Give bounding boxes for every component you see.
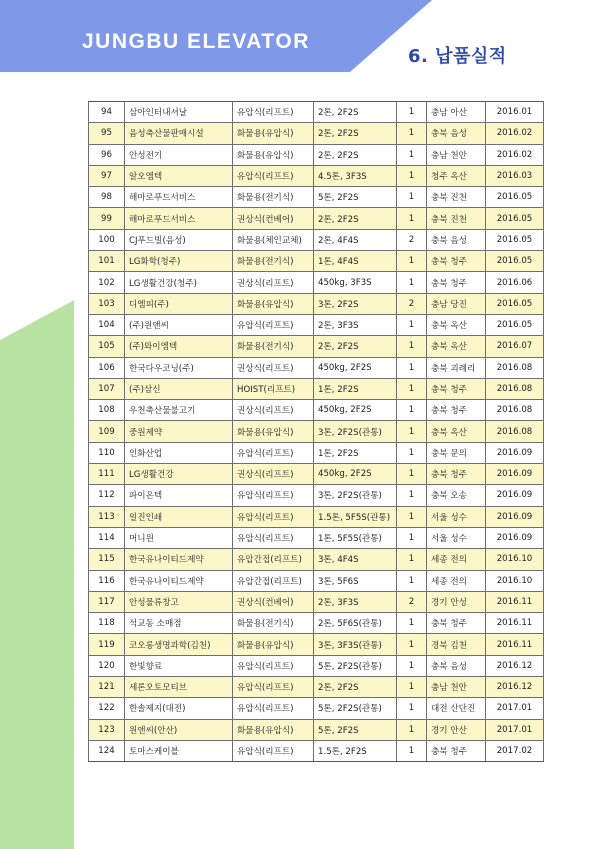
- quantity-cell: 2: [397, 229, 427, 250]
- site-name-cell: 일진인쇄: [125, 506, 233, 527]
- site-name-cell: 석교동 소매점: [125, 613, 233, 634]
- elevator-type-cell: 유압식(리프트): [233, 655, 314, 676]
- quantity-cell: 1: [397, 719, 427, 740]
- site-name-cell: 한국다우코닝(주): [125, 357, 233, 378]
- capacity-spec-cell: 2톤, 2F2S: [314, 102, 397, 123]
- elevator-type-cell: 권상식(리프트): [233, 357, 314, 378]
- row-number-cell: 124: [89, 740, 125, 761]
- site-name-cell: 토마스케이블: [125, 740, 233, 761]
- table-row: [89, 506, 544, 527]
- region-cell: 경기 안성: [427, 591, 486, 612]
- row-number-cell: 113: [89, 506, 125, 527]
- site-name-cell: LG생활건강: [125, 464, 233, 485]
- capacity-spec-cell: 3톤, 3F3S(관통): [314, 634, 397, 655]
- site-name-cell: 음성축산물판매시설: [125, 123, 233, 144]
- elevator-type-cell: 유압간접(리프트): [233, 549, 314, 570]
- table-row: [89, 698, 544, 719]
- delivery-date-cell: 2016.02: [486, 123, 544, 144]
- elevator-type-cell: 화물용(유압식): [233, 144, 314, 165]
- capacity-spec-cell: 450kg, 3F3S: [314, 272, 397, 293]
- row-number-cell: 101: [89, 251, 125, 272]
- row-number-cell: 118: [89, 613, 125, 634]
- table-row: [89, 442, 544, 463]
- elevator-type-cell: 화물용(유압식): [233, 421, 314, 442]
- row-number-cell: 103: [89, 293, 125, 314]
- table-row: [89, 655, 544, 676]
- elevator-type-cell: 화물용(전기식): [233, 336, 314, 357]
- table-row: [89, 527, 544, 548]
- capacity-spec-cell: 1톤, 4F4S: [314, 251, 397, 272]
- capacity-spec-cell: 1톤, 5F5S(관통): [314, 527, 397, 548]
- elevator-type-cell: 화물용(전기식): [233, 187, 314, 208]
- delivery-date-cell: 2016.01: [486, 102, 544, 123]
- elevator-type-cell: 화물용(유압식): [233, 123, 314, 144]
- site-name-cell: 알오엠텍: [125, 165, 233, 186]
- delivery-date-cell: 2016.06: [486, 272, 544, 293]
- table-row: [89, 336, 544, 357]
- site-name-cell: 코오롱생명과학(김천): [125, 634, 233, 655]
- quantity-cell: 1: [397, 442, 427, 463]
- row-number-cell: 123: [89, 719, 125, 740]
- row-number-cell: 120: [89, 655, 125, 676]
- capacity-spec-cell: 4.5톤, 3F3S: [314, 165, 397, 186]
- elevator-type-cell: 유압식(리프트): [233, 740, 314, 761]
- row-number-cell: 119: [89, 634, 125, 655]
- site-name-cell: LG생활건강(청주): [125, 272, 233, 293]
- quantity-cell: 1: [397, 357, 427, 378]
- delivery-date-cell: 2016.10: [486, 570, 544, 591]
- row-number-cell: 99: [89, 208, 125, 229]
- quantity-cell: 1: [397, 272, 427, 293]
- quantity-cell: 2: [397, 293, 427, 314]
- row-number-cell: 104: [89, 314, 125, 335]
- capacity-spec-cell: 3톤, 2F2S: [314, 293, 397, 314]
- delivery-date-cell: 2016.05: [486, 314, 544, 335]
- delivery-date-cell: 2016.12: [486, 677, 544, 698]
- site-name-cell: (주)원앤씨: [125, 314, 233, 335]
- site-name-cell: 인화산업: [125, 442, 233, 463]
- elevator-type-cell: 유압식(리프트): [233, 314, 314, 335]
- table-row: [89, 165, 544, 186]
- elevator-type-cell: 유압식(리프트): [233, 506, 314, 527]
- quantity-cell: 1: [397, 400, 427, 421]
- region-cell: 대전 산단진: [427, 698, 486, 719]
- quantity-cell: 1: [397, 549, 427, 570]
- table-row: [89, 719, 544, 740]
- site-name-cell: 머니원: [125, 527, 233, 548]
- site-name-cell: (주)와이엠텍: [125, 336, 233, 357]
- capacity-spec-cell: 450kg, 2F2S: [314, 400, 397, 421]
- delivery-date-cell: 2017.01: [486, 719, 544, 740]
- table-row: [89, 314, 544, 335]
- capacity-spec-cell: 2톤, 4F4S: [314, 229, 397, 250]
- table-row: [89, 187, 544, 208]
- quantity-cell: 1: [397, 698, 427, 719]
- quantity-cell: 1: [397, 677, 427, 698]
- delivery-date-cell: 2016.05: [486, 293, 544, 314]
- left-white-area: [0, 72, 74, 340]
- row-number-cell: 111: [89, 464, 125, 485]
- quantity-cell: 1: [397, 655, 427, 676]
- elevator-type-cell: 유압식(리프트): [233, 485, 314, 506]
- site-name-cell: 한국유나이티드제약: [125, 549, 233, 570]
- table-row: [89, 251, 544, 272]
- region-cell: 충북 음성: [427, 123, 486, 144]
- region-cell: 충북 청주: [427, 400, 486, 421]
- quantity-cell: 1: [397, 506, 427, 527]
- row-number-cell: 110: [89, 442, 125, 463]
- capacity-spec-cell: 2톤, 3F3S: [314, 314, 397, 335]
- row-number-cell: 94: [89, 102, 125, 123]
- region-cell: 세종 전의: [427, 549, 486, 570]
- capacity-spec-cell: 2톤, 2F2S: [314, 677, 397, 698]
- elevator-type-cell: 화물용(유압식): [233, 634, 314, 655]
- capacity-spec-cell: 3톤, 4F4S: [314, 549, 397, 570]
- capacity-spec-cell: 2톤, 2F2S: [314, 144, 397, 165]
- row-number-cell: 122: [89, 698, 125, 719]
- row-number-cell: 114: [89, 527, 125, 548]
- table-row: [89, 485, 544, 506]
- elevator-type-cell: 권상식(컨베어): [233, 208, 314, 229]
- table-row: [89, 102, 544, 123]
- region-cell: 세종 전의: [427, 570, 486, 591]
- region-cell: 경기 안산: [427, 719, 486, 740]
- delivery-date-cell: 2017.02: [486, 740, 544, 761]
- capacity-spec-cell: 5톤, 2F2S: [314, 719, 397, 740]
- region-cell: 충북 청주: [427, 740, 486, 761]
- region-cell: 충북 음성: [427, 229, 486, 250]
- delivery-date-cell: 2016.08: [486, 357, 544, 378]
- region-cell: 충북 문의: [427, 442, 486, 463]
- delivery-date-cell: 2016.09: [486, 527, 544, 548]
- site-name-cell: 한빛향료: [125, 655, 233, 676]
- site-name-cell: 디엠피(주): [125, 293, 233, 314]
- region-cell: 서울 성수: [427, 506, 486, 527]
- region-cell: 경북 김천: [427, 634, 486, 655]
- elevator-type-cell: 유압식(리프트): [233, 102, 314, 123]
- quantity-cell: 1: [397, 123, 427, 144]
- site-name-cell: 삼아인터내셔날: [125, 102, 233, 123]
- row-number-cell: 109: [89, 421, 125, 442]
- quantity-cell: 1: [397, 102, 427, 123]
- capacity-spec-cell: 2톤, 3F3S: [314, 591, 397, 612]
- region-cell: 충남 당진: [427, 293, 486, 314]
- row-number-cell: 98: [89, 187, 125, 208]
- delivery-date-cell: 2016.08: [486, 400, 544, 421]
- region-cell: 청주 옥산: [427, 165, 486, 186]
- table-row: [89, 293, 544, 314]
- capacity-spec-cell: 1.5톤, 5F5S(관통): [314, 506, 397, 527]
- region-cell: 충북 청주: [427, 251, 486, 272]
- delivery-date-cell: 2016.11: [486, 613, 544, 634]
- table-row: [89, 591, 544, 612]
- row-number-cell: 96: [89, 144, 125, 165]
- table-row: [89, 740, 544, 761]
- row-number-cell: 107: [89, 378, 125, 399]
- elevator-type-cell: 권상식(리프트): [233, 272, 314, 293]
- capacity-spec-cell: 5톤, 2F2S(관통): [314, 698, 397, 719]
- delivery-records-body: [89, 102, 544, 762]
- region-cell: 충북 오송: [427, 485, 486, 506]
- row-number-cell: 115: [89, 549, 125, 570]
- elevator-type-cell: 화물용(유압식): [233, 293, 314, 314]
- row-number-cell: 97: [89, 165, 125, 186]
- table-row: [89, 123, 544, 144]
- delivery-date-cell: 2016.05: [486, 187, 544, 208]
- capacity-spec-cell: 3톤, 2F2S(관통): [314, 485, 397, 506]
- region-cell: 충북 괴례리: [427, 357, 486, 378]
- row-number-cell: 116: [89, 570, 125, 591]
- row-number-cell: 100: [89, 229, 125, 250]
- delivery-date-cell: 2016.11: [486, 634, 544, 655]
- delivery-date-cell: 2016.09: [486, 464, 544, 485]
- region-cell: 충북 진천: [427, 208, 486, 229]
- elevator-type-cell: 권상식(리프트): [233, 464, 314, 485]
- region-cell: 충북 음성: [427, 655, 486, 676]
- capacity-spec-cell: 3톤, 5F6S: [314, 570, 397, 591]
- site-name-cell: 파이온텍: [125, 485, 233, 506]
- delivery-date-cell: 2016.07: [486, 336, 544, 357]
- delivery-date-cell: 2017.01: [486, 698, 544, 719]
- region-cell: 충북 옥산: [427, 314, 486, 335]
- delivery-date-cell: 2016.12: [486, 655, 544, 676]
- table-row: [89, 464, 544, 485]
- delivery-records-table: [88, 101, 544, 762]
- capacity-spec-cell: 450kg, 2F2S: [314, 464, 397, 485]
- elevator-type-cell: HOIST(리프트): [233, 378, 314, 399]
- elevator-type-cell: 화물용(체인교체): [233, 229, 314, 250]
- capacity-spec-cell: 1톤, 2F2S: [314, 442, 397, 463]
- delivery-date-cell: 2016.10: [486, 549, 544, 570]
- row-number-cell: 117: [89, 591, 125, 612]
- table-row: [89, 357, 544, 378]
- site-name-cell: (주)삼신: [125, 378, 233, 399]
- site-name-cell: LG화학(청주): [125, 251, 233, 272]
- elevator-type-cell: 유압식(리프트): [233, 165, 314, 186]
- site-name-cell: 우천축산물불고기: [125, 400, 233, 421]
- delivery-date-cell: 2016.08: [486, 378, 544, 399]
- delivery-date-cell: 2016.09: [486, 506, 544, 527]
- site-name-cell: CJ푸드빌(음성): [125, 229, 233, 250]
- table-row: [89, 208, 544, 229]
- site-name-cell: 원앤씨(안산): [125, 719, 233, 740]
- elevator-type-cell: 화물용(전기식): [233, 251, 314, 272]
- capacity-spec-cell: 1.5톤, 2F2S: [314, 740, 397, 761]
- quantity-cell: 1: [397, 208, 427, 229]
- quantity-cell: 1: [397, 421, 427, 442]
- capacity-spec-cell: 450kg, 2F2S: [314, 357, 397, 378]
- elevator-type-cell: 권상식(리프트): [233, 400, 314, 421]
- site-name-cell: 안성전기: [125, 144, 233, 165]
- region-cell: 충북 청주: [427, 613, 486, 634]
- region-cell: 충북 청주: [427, 464, 486, 485]
- row-number-cell: 121: [89, 677, 125, 698]
- quantity-cell: 1: [397, 464, 427, 485]
- delivery-date-cell: 2016.05: [486, 251, 544, 272]
- elevator-type-cell: 권상식(컨베어): [233, 591, 314, 612]
- row-number-cell: 108: [89, 400, 125, 421]
- quantity-cell: 1: [397, 570, 427, 591]
- site-name-cell: 안성물류창고: [125, 591, 233, 612]
- delivery-date-cell: 2016.08: [486, 421, 544, 442]
- row-number-cell: 105: [89, 336, 125, 357]
- region-cell: 충북 청주: [427, 272, 486, 293]
- region-cell: 서울 성수: [427, 527, 486, 548]
- region-cell: 충북 옥산: [427, 336, 486, 357]
- quantity-cell: 1: [397, 485, 427, 506]
- row-number-cell: 112: [89, 485, 125, 506]
- delivery-date-cell: 2016.09: [486, 485, 544, 506]
- elevator-type-cell: 유압식(리프트): [233, 442, 314, 463]
- delivery-date-cell: 2016.11: [486, 591, 544, 612]
- quantity-cell: 1: [397, 527, 427, 548]
- quantity-cell: 1: [397, 740, 427, 761]
- quantity-cell: 1: [397, 251, 427, 272]
- table-row: [89, 400, 544, 421]
- region-cell: 충남 천안: [427, 144, 486, 165]
- table-row: [89, 144, 544, 165]
- company-title: JUNGBU ELEVATOR: [82, 30, 310, 53]
- capacity-spec-cell: 3톤, 2F2S(관통): [314, 421, 397, 442]
- capacity-spec-cell: 2톤, 2F2S: [314, 336, 397, 357]
- quantity-cell: 2: [397, 591, 427, 612]
- table-row: [89, 421, 544, 442]
- delivery-date-cell: 2016.02: [486, 144, 544, 165]
- quantity-cell: 1: [397, 314, 427, 335]
- elevator-type-cell: 화물용(전기식): [233, 613, 314, 634]
- quantity-cell: 1: [397, 613, 427, 634]
- table-row: [89, 229, 544, 250]
- table-row: [89, 570, 544, 591]
- quantity-cell: 1: [397, 378, 427, 399]
- delivery-date-cell: 2016.05: [486, 208, 544, 229]
- elevator-type-cell: 화물용(유압식): [233, 719, 314, 740]
- capacity-spec-cell: 2톤, 5F6S(관통): [314, 613, 397, 634]
- elevator-type-cell: 유압간접(리프트): [233, 570, 314, 591]
- site-name-cell: 해마로푸드서비스: [125, 208, 233, 229]
- elevator-type-cell: 유압식(리프트): [233, 698, 314, 719]
- section-title: 6. 납품실적: [408, 46, 507, 67]
- region-cell: 충북 옥산: [427, 421, 486, 442]
- delivery-date-cell: 2016.03: [486, 165, 544, 186]
- delivery-date-cell: 2016.05: [486, 229, 544, 250]
- table-row: [89, 613, 544, 634]
- capacity-spec-cell: 2톤, 2F2S: [314, 123, 397, 144]
- quantity-cell: 1: [397, 144, 427, 165]
- table-row: [89, 378, 544, 399]
- site-name-cell: 세론오토모티브: [125, 677, 233, 698]
- table-row: [89, 634, 544, 655]
- table-row: [89, 272, 544, 293]
- quantity-cell: 1: [397, 336, 427, 357]
- region-cell: 충북 청주: [427, 378, 486, 399]
- site-name-cell: 중원제약: [125, 421, 233, 442]
- elevator-type-cell: 유압식(리프트): [233, 677, 314, 698]
- quantity-cell: 1: [397, 634, 427, 655]
- region-cell: 충남 아산: [427, 102, 486, 123]
- table-row: [89, 677, 544, 698]
- capacity-spec-cell: 1톤, 2F2S: [314, 378, 397, 399]
- delivery-date-cell: 2016.09: [486, 442, 544, 463]
- site-name-cell: 한국유나이티드제약: [125, 570, 233, 591]
- quantity-cell: 1: [397, 165, 427, 186]
- capacity-spec-cell: 5톤, 2F2S: [314, 187, 397, 208]
- capacity-spec-cell: 2톤, 2F2S: [314, 208, 397, 229]
- row-number-cell: 95: [89, 123, 125, 144]
- row-number-cell: 106: [89, 357, 125, 378]
- region-cell: 충남 천안: [427, 677, 486, 698]
- capacity-spec-cell: 5톤, 2F2S(관통): [314, 655, 397, 676]
- left-green-band: [0, 300, 74, 849]
- site-name-cell: 해마로푸드서비스: [125, 187, 233, 208]
- quantity-cell: 1: [397, 187, 427, 208]
- elevator-type-cell: 유압식(리프트): [233, 527, 314, 548]
- site-name-cell: 한솔제지(대전): [125, 698, 233, 719]
- table-row: [89, 549, 544, 570]
- row-number-cell: 102: [89, 272, 125, 293]
- region-cell: 충북 진천: [427, 187, 486, 208]
